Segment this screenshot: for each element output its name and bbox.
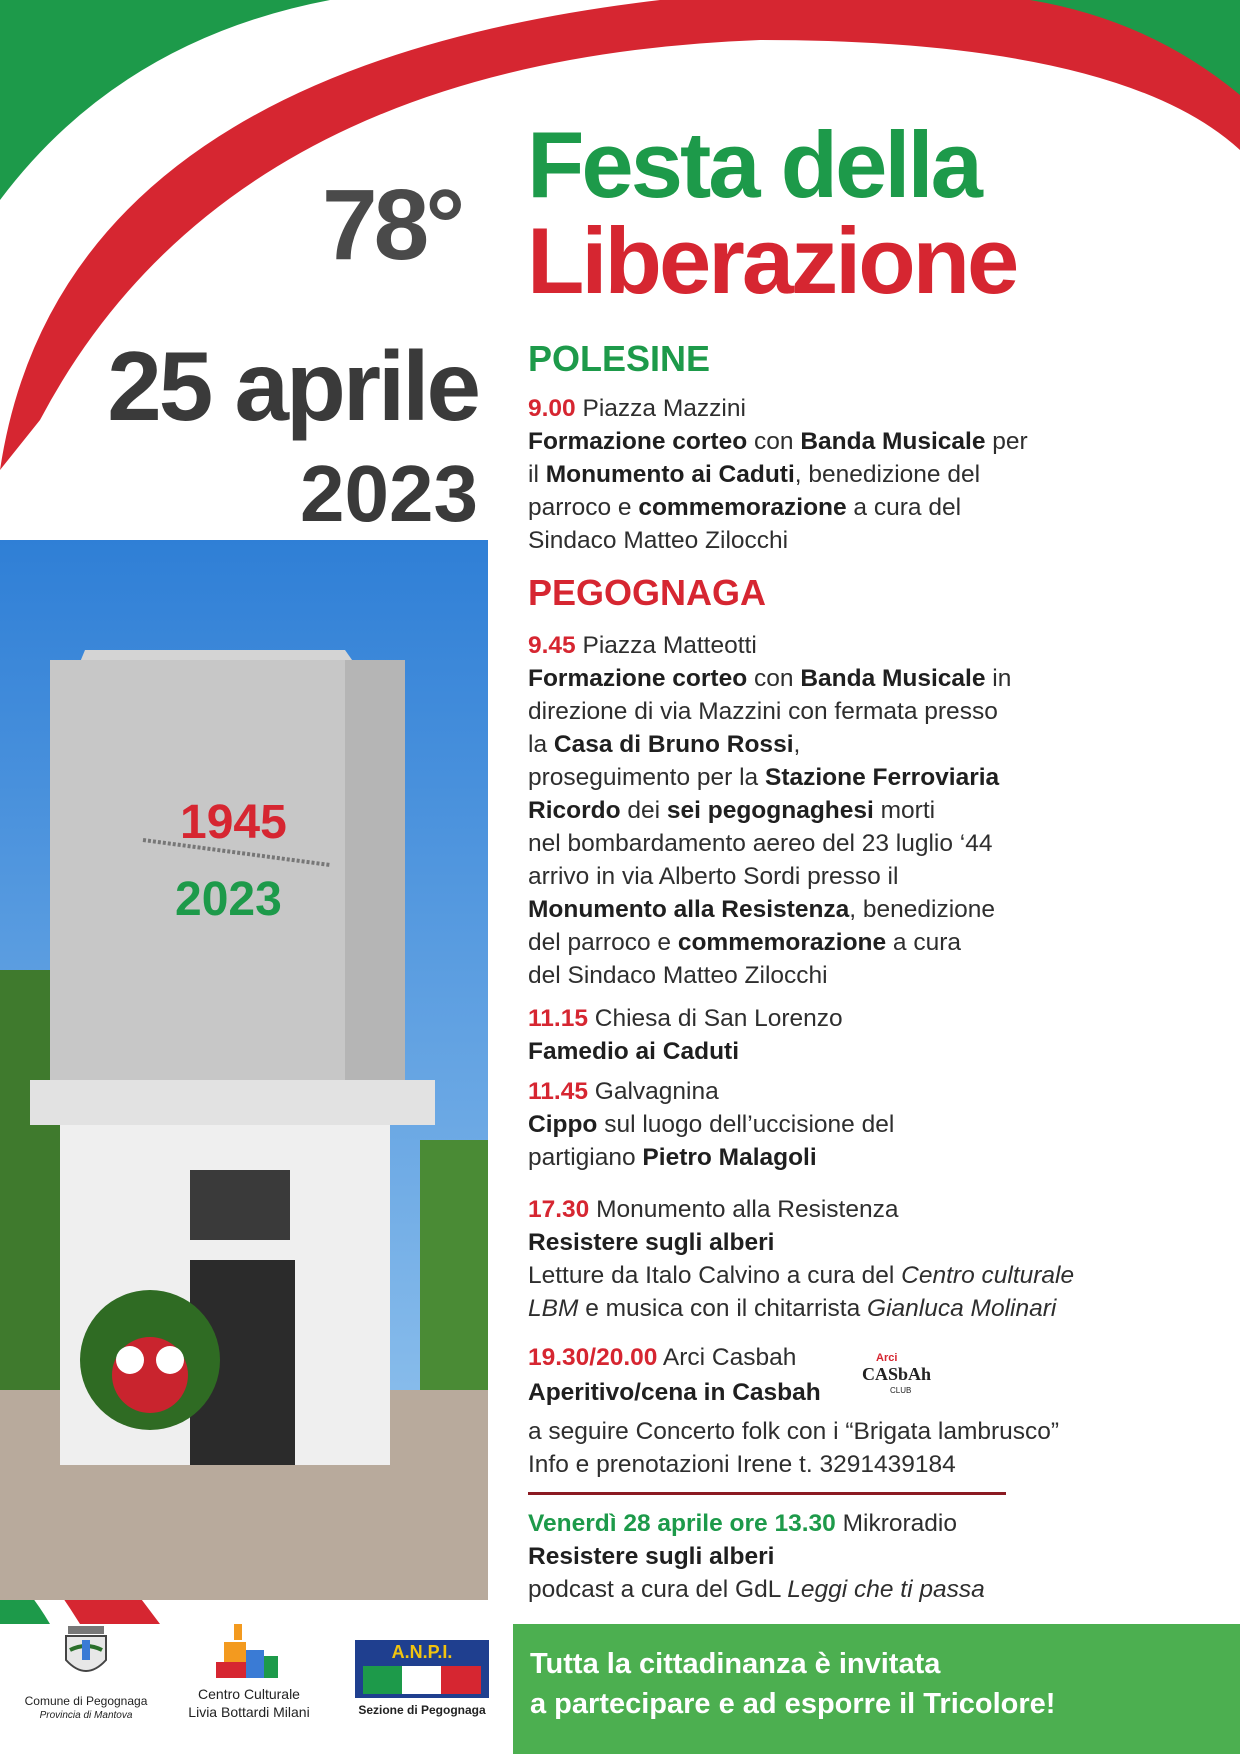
section-pegognaga: PEGOGNAGA xyxy=(528,572,767,613)
monument-body xyxy=(50,660,395,1080)
event-time: 19.30/20.00 xyxy=(528,1344,658,1371)
event-time: 11.45 xyxy=(528,1078,588,1105)
pegognaga-event-2: 11.15 Chiesa di San Lorenzo Famedio ai Caduti xyxy=(528,1005,843,1065)
polesine-event: 9.00 Piazza Mazzini Formazione corteo con Banda Musicale per il Monumento ai Caduti, benedizione del parroco e commemorazione a cura del Sindaco Matteo Zilocchi xyxy=(528,395,1028,554)
event-time: 9.45 xyxy=(528,632,576,659)
event-time: 17.30 xyxy=(528,1196,590,1223)
title-line-2: Liberazione xyxy=(527,208,1017,313)
event-time: Venerdì 28 aprile ore 13.30 xyxy=(528,1510,836,1537)
banner-line-2: a partecipare e ad esporre il Tricolore! xyxy=(530,1688,1056,1720)
monument-side xyxy=(345,660,405,1080)
photo-year-top: 1945 xyxy=(180,796,287,849)
section-divider xyxy=(528,1492,1006,1495)
date-day: 25 aprile xyxy=(107,331,478,441)
anpi-badge: A.N.P.I. xyxy=(355,1640,489,1698)
title-line-1: Festa della xyxy=(527,112,980,217)
edition-ordinal: 78° xyxy=(322,169,462,281)
trees-right xyxy=(420,1140,488,1400)
event-time: 9.00 xyxy=(528,395,576,422)
section-polesine: POLESINE xyxy=(528,338,711,379)
centro-culturale-icon xyxy=(216,1620,282,1682)
monument-cornice xyxy=(30,1080,435,1125)
banner-line-1: Tutta la cittadinanza è invitata xyxy=(530,1648,941,1680)
green-arc-top xyxy=(0,0,330,200)
photo-year-bottom: 2023 xyxy=(175,873,282,926)
date-year: 2023 xyxy=(300,449,478,538)
flag-icon xyxy=(363,1666,481,1694)
monument-photo xyxy=(0,540,488,1600)
coat-of-arms-icon xyxy=(60,1620,112,1682)
monument-window xyxy=(190,1170,290,1240)
pegognaga-event-1: 9.45 Piazza Matteotti Formazione corteo con Banda Musicale in direzione di via Mazzini con fermata presso la Casa di Bruno Rossi, proseguimento per la Stazione Ferroviaria Ricordo dei sei pegognaghesi morti nel bombardamento aereo del 23 luglio ‘44 arrivo in via Alberto Sordi presso il Monumento alla Resistenza, benedizione del parroco e commemorazione a cura del Sindaco Matteo Zilocchi xyxy=(528,632,1012,989)
arci-casbah-logo: Arci CASbAh CLUB xyxy=(862,1352,932,1395)
pegognaga-event-3: 11.45 Galvagnina Cippo sul luogo dell’uccisione del partigiano Pietro Malagoli xyxy=(528,1078,895,1171)
event-place: Piazza Mazzini xyxy=(575,395,746,422)
invitation-banner xyxy=(513,1624,1240,1754)
pegognaga-event-5: 19.30/20.00 Arci Casbah Aperitivo/cena in Casbah a seguire Concerto folk con i “Brigata lambrusco” Info e prenotazioni Irene t. 3291439184 xyxy=(528,1344,1060,1478)
event-mikroradio: Venerdì 28 aprile ore 13.30 Mikroradio Resistere sugli alberi podcast a cura del GdL Leggi che ti passa xyxy=(528,1510,985,1603)
pegognaga-event-4: 17.30 Monumento alla Resistenza Resistere sugli alberi Letture da Italo Calvino a cura del Centro culturale LBM e musica con il chitarrista Gianluca Molinari xyxy=(528,1196,1075,1322)
event-time: 11.15 xyxy=(528,1005,588,1032)
